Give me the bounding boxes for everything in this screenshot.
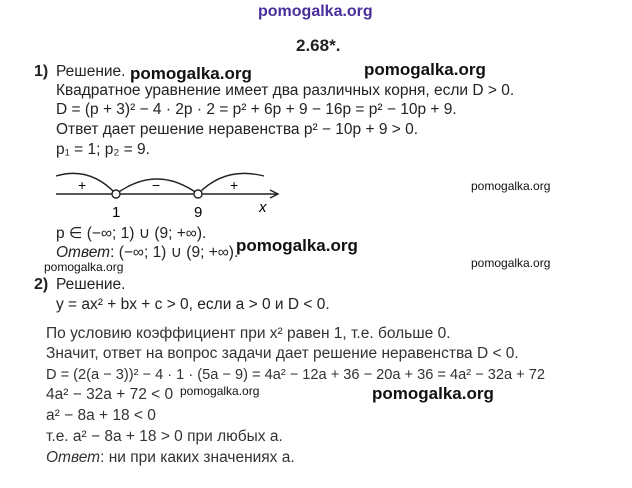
axis-label-x: x <box>259 199 267 216</box>
point-label-9: 9 <box>194 204 203 221</box>
part2-answer-text: : ни при каких значениях a. <box>100 449 295 466</box>
watermark-1[interactable]: pomogalka.org <box>130 64 252 83</box>
watermark-7[interactable]: pomogalka.org <box>180 384 260 398</box>
sign-minus: − <box>152 177 161 193</box>
part1-line5: p ∈ (−∞; 1) ∪ (9; +∞). <box>56 225 207 242</box>
sign-plus-left: + <box>78 177 87 193</box>
part2-label: Решение. <box>56 276 126 293</box>
part1-line1: Квадратное уравнение имеет два различных корня, если D > 0. <box>56 82 515 99</box>
part2-answer-label: Ответ <box>46 449 101 466</box>
part2-line6: a² − 8a + 18 < 0 <box>46 407 156 424</box>
part1-label: Решение. <box>56 63 126 80</box>
part1-answer-label: Ответ <box>56 244 111 261</box>
watermark-top[interactable]: pomogalka.org <box>258 3 373 20</box>
watermark-3[interactable]: pomogalka.org <box>471 179 551 193</box>
open-point-9 <box>194 190 202 198</box>
part1-line2: D = (p + 3)² − 4 · 2p · 2 = p² + 6p + 9 − 16p = p² − 10p + 9. <box>56 101 457 118</box>
open-point-1 <box>112 190 120 198</box>
watermark-6[interactable]: pomogalka.org <box>44 260 124 274</box>
point-label-1: 1 <box>112 204 121 221</box>
part1-line4: p₁ = 1; p₂ = 9. <box>56 141 150 158</box>
part2-line7: т.е. a² − 8a + 18 > 0 при любых a. <box>46 428 283 445</box>
part2-line3: Значит, ответ на вопрос задачи дает решение неравенства D < 0. <box>46 345 519 362</box>
part2-line2: По условию коэффициент при x² равен 1, т.е. больше 0. <box>46 325 451 342</box>
watermark-5[interactable]: pomogalka.org <box>471 256 551 270</box>
part2-number: 2) <box>34 276 49 293</box>
part2-line1: y = ax² + bx + c > 0, если a > 0 и D < 0. <box>56 296 330 313</box>
number-line <box>50 160 290 222</box>
part2-line5: 4a² − 32a + 72 < 0 <box>46 386 174 403</box>
part2-answer <box>46 449 295 467</box>
part1-line3: Ответ дает решение неравенства p² − 10p + 9 > 0. <box>56 121 419 138</box>
watermark-2[interactable]: pomogalka.org <box>364 60 486 79</box>
part1-number: 1) <box>34 63 49 80</box>
watermark-4[interactable]: pomogalka.org <box>236 236 358 255</box>
watermark-8[interactable]: pomogalka.org <box>372 384 494 403</box>
part1-answer-text: : (−∞; 1) ∪ (9; +∞). <box>110 244 239 261</box>
sign-plus-right: + <box>230 177 239 193</box>
problem-title: 2.68*. <box>296 36 341 55</box>
part2-line4: D = (2(a − 3))² − 4 · 1 · (5a − 9) = 4a² − 12a + 36 − 20a + 36 = 4a² − 32a + 72 <box>46 367 545 383</box>
